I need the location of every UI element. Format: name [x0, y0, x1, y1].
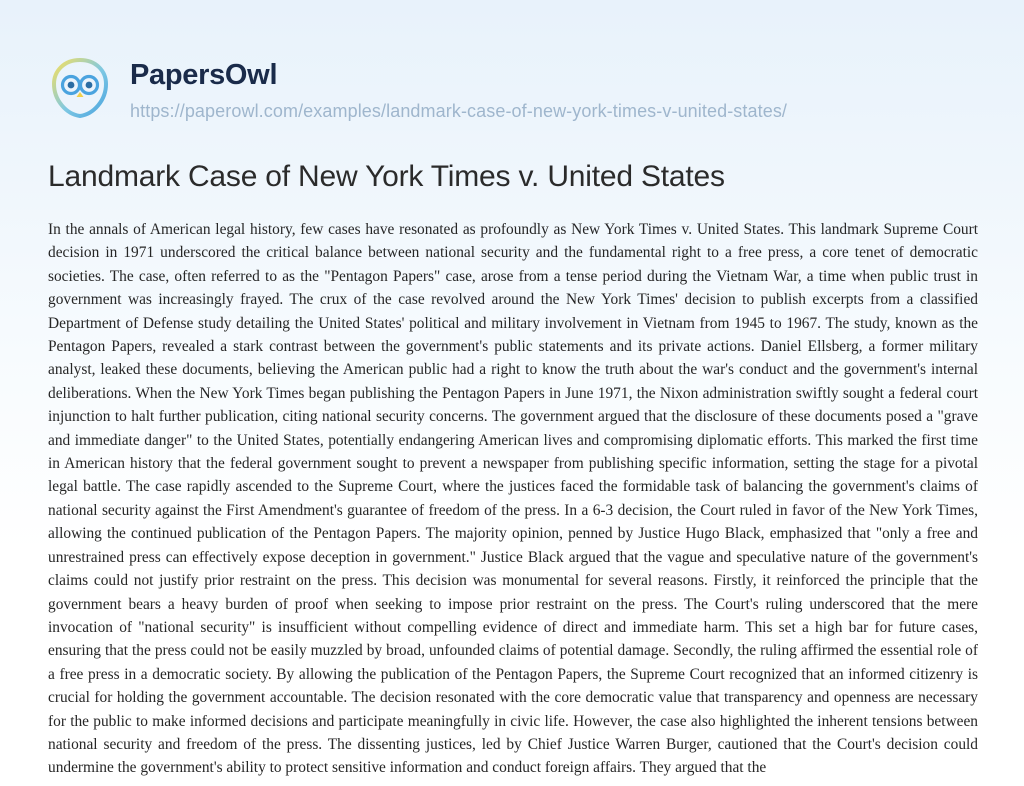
brand-text [130, 60, 787, 122]
article-body-text: In the annals of American legal history, few cases have resonated as profoundly as New York Times v. United States. This landmark Supreme Court decision in 1971 underscored the critical balance between national security and the fundamental right to a free press, a core tenet of democratic societies. The case, often referred to as the "Pentagon Papers" case, arose from a tense period during the Vietnam War, a time when public trust in government was increasingly frayed. The crux of the case revolved around the New York Times' decision to publish excerpts from a classified Department of Defense study detailing the United States' political and military involvement in Vietnam from 1945 to 1967. The study, known as the Pentagon Papers, revealed a stark contrast between the government's public statements and its private actions. Daniel Ellsberg, a former military analyst, leaked these documents, believing the American public had a right to know the truth about the war's conduct and the government's internal deliberations. When the New York Times began publishing the Pentagon Papers in June 1971, the Nixon administration swiftly sought a federal court injunction to halt further publication, citing national security concerns. The government argued that the disclosure of these documents posed a "grave and immediate danger" to the United States, potentially endangering American lives and compromising diplomatic efforts. This marked the first time in American history that the federal government sought to prevent a newspaper from publishing specific information, setting the stage for a pivotal legal battle. The case rapidly ascended to the Supreme Court, where the justices faced the formidable task of balancing the government's claims of national security against the First Amendment's guarantee of freedom of the press. In a 6-3 decision, the Court ruled in favor of the New York Times, allowing the continued publication of the Pentagon Papers. The majority opinion, penned by Justice Hugo Black, emphasized that "only a free and unrestrained press can effectively expose deception in government." Justice Black argued that the vague and speculative nature of the government's claims could not justify prior restraint on the press. This decision was monumental for several reasons. Firstly, it reinforced the principle that the government bears a heavy burden of proof when seeking to impose prior restraint on the press. The Court's ruling underscored that the mere invocation of "national security" is insufficient without compelling evidence of direct and immediate harm. This set a high bar for future cases, ensuring that the press could not be easily muzzled by broad, unfounded claims of potential damage. Secondly, the ruling affirmed the essential role of a free press in a democratic society. By allowing the publication of the Pentagon Papers, the Supreme Court recognized that an informed citizenry is crucial for holding the government accountable. The decision resonated with the core democratic value that transparency and openness are necessary for the public to make informed decisions and participate meaningfully in civic life. However, the case also highlighted the inherent tensions between national security and freedom of the press. The dissenting justices, led by Chief Justice Warren Burger, cautioned that the Court's decision could undermine the government's ability to protect sensitive information and conduct foreign affairs. They argued that the [48, 221, 978, 777]
brand-name: PapersOwl [130, 59, 278, 91]
page-url[interactable]: https://paperowl.com/examples/landmark-case-of-new-york-times-v-united-states/ [130, 100, 788, 121]
owl-logo-icon [48, 56, 112, 120]
page-title: Landmark Case of New York Times v. United States [48, 160, 725, 193]
article-content [48, 160, 978, 780]
site-header [0, 0, 1024, 150]
brand-row [48, 56, 787, 122]
